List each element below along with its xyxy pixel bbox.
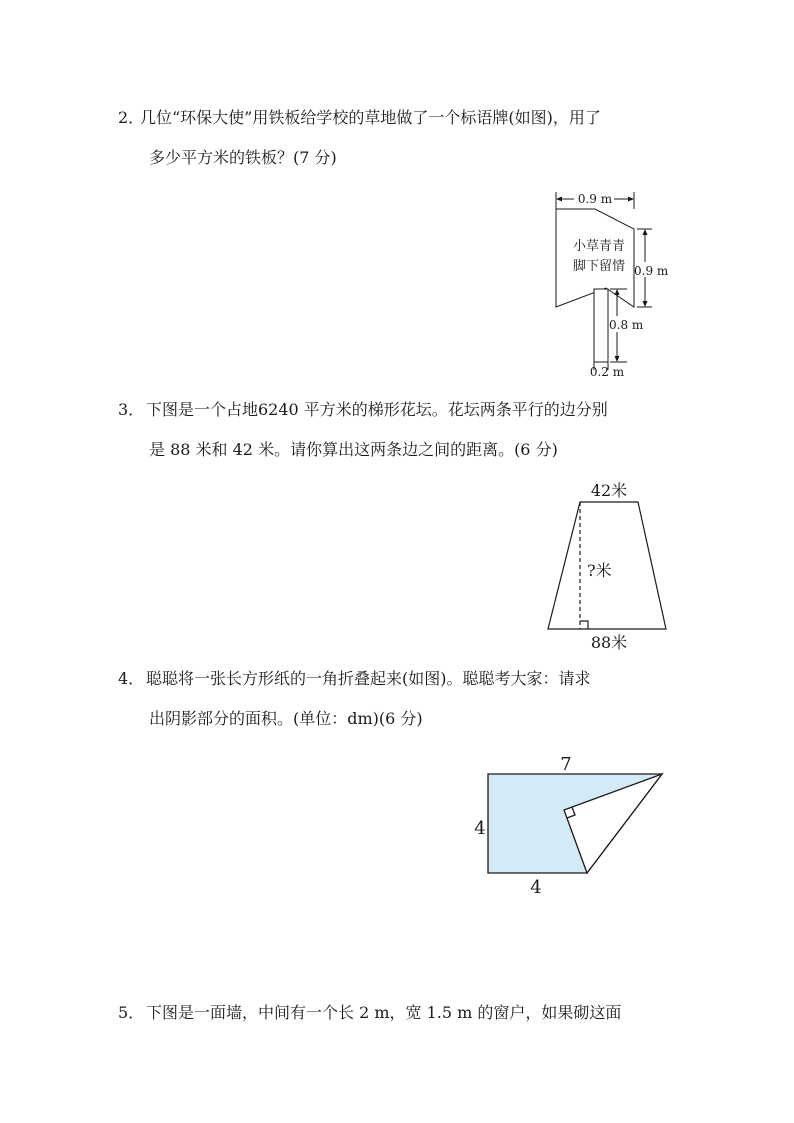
- post-width-label: 0.2 m: [589, 365, 625, 379]
- bottom-length-label: 4: [530, 877, 542, 898]
- trapezoid-figure: [540, 475, 680, 655]
- sign-figure: [540, 186, 680, 381]
- bottom-base-label: 88米: [590, 633, 628, 652]
- question-text-line-1: 聪聪将一张长方形纸的一角折叠起来(如图)。聪聪考大家：请求: [146, 669, 591, 688]
- sign-text-line-1: 小草青青: [572, 239, 626, 254]
- top-base-label: 42米: [590, 481, 628, 500]
- sign-text-line-2: 脚下留情: [572, 259, 626, 274]
- top-width-label: 0.9 m: [577, 192, 613, 206]
- question-number: 5．: [118, 1003, 145, 1022]
- question-number: 4．: [118, 669, 145, 688]
- question-number: 3．: [118, 400, 145, 419]
- folded-paper-figure: [465, 750, 675, 900]
- question-text-line-1: 几位“环保大使”用铁板给学校的草地做了一个标语牌(如图)，用了: [140, 108, 601, 127]
- question-text-line-1: 下图是一面墙，中间有一个长 2 m，宽 1.5 m 的窗户，如果砌这面: [146, 1003, 622, 1022]
- question-text-line-1: 下图是一个占地6240 平方米的梯形花坛。花坛两条平行的边分别: [146, 400, 608, 419]
- right-angle-mark: [580, 621, 588, 629]
- question-text-line-2: 出阴影部分的面积。(单位：dm)(6 分): [149, 709, 423, 728]
- height-label: ?米: [587, 561, 612, 580]
- question-text-line-2: 是 88 米和 42 米。请你算出这两条边之间的距离。(6 分): [149, 440, 558, 459]
- sign-post: [594, 289, 608, 362]
- post-height-label: 0.8 m: [609, 318, 644, 332]
- question-number: 2．: [118, 108, 145, 127]
- left-length-label: 4: [474, 818, 486, 839]
- top-length-label: 7: [560, 754, 572, 775]
- height-label: 0.9 m: [634, 264, 669, 278]
- question-text-line-2: 多少平方米的铁板？(7 分): [149, 148, 337, 167]
